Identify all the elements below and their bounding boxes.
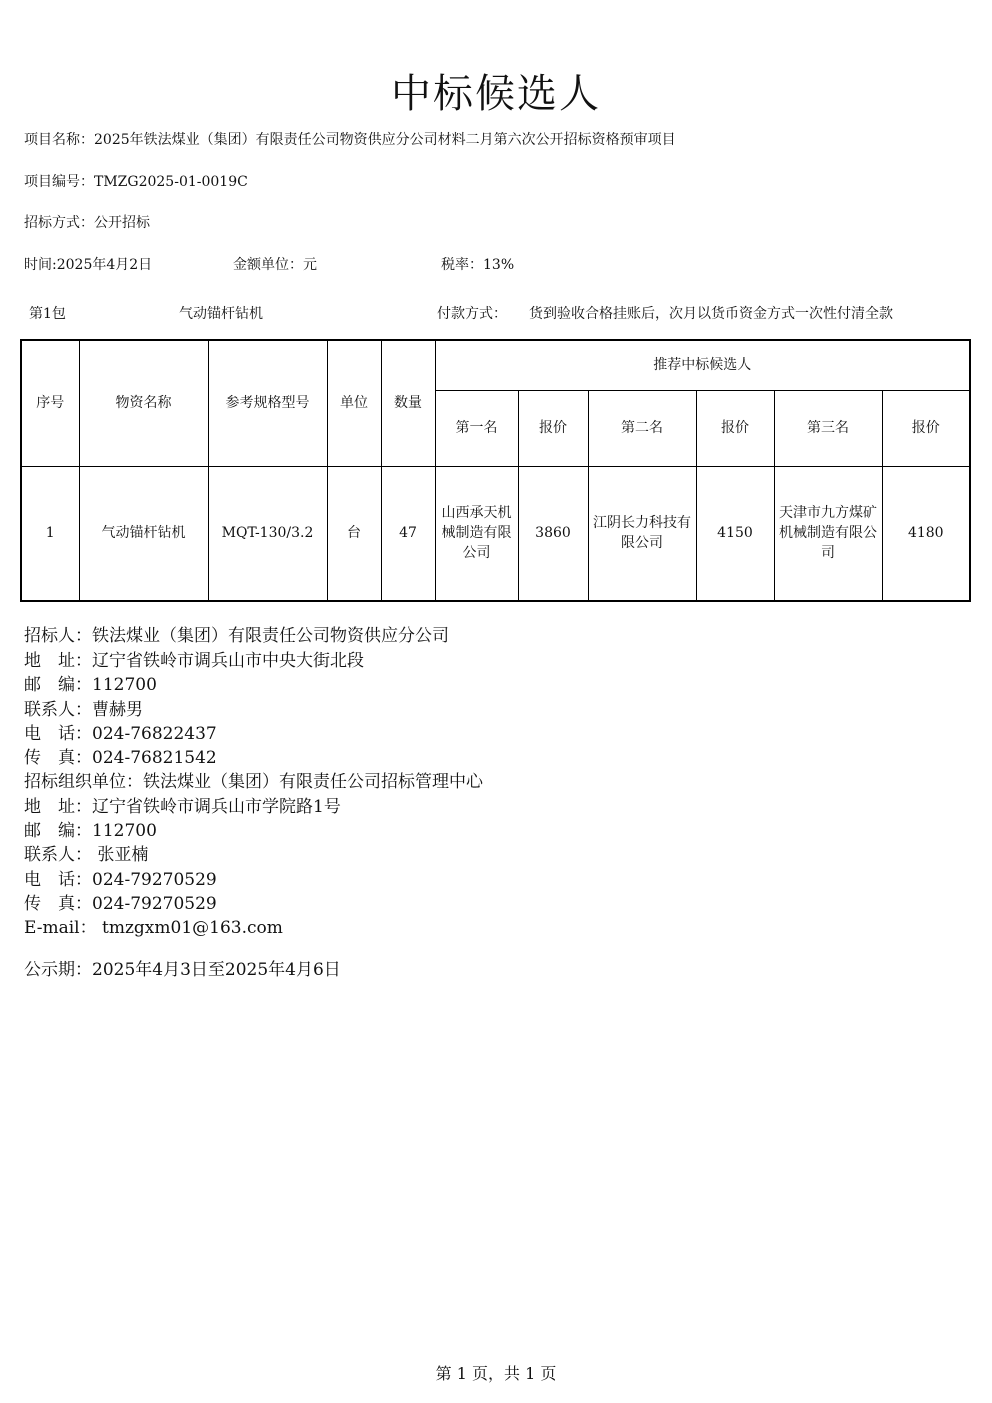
project-code: 项目编号：TMZG2025-01-0019C bbox=[24, 174, 248, 190]
tenderer-fax: 传 真：024-76821542 bbox=[24, 748, 217, 768]
page-title: 中标候选人 bbox=[391, 71, 601, 117]
header-first: 第一名 bbox=[435, 390, 518, 466]
tenderer-name: 招标人：铁法煤业（集团）有限责任公司物资供应分公司 bbox=[24, 626, 449, 646]
header-third: 第三名 bbox=[774, 390, 882, 466]
cell-unit: 台 bbox=[327, 466, 381, 601]
agency-phone: 电 话：024-79270529 bbox=[24, 870, 217, 890]
tax-rate: 税率：13% bbox=[441, 257, 515, 273]
table-row bbox=[21, 466, 970, 601]
header-item: 物资名称 bbox=[79, 340, 208, 466]
cell-qty: 47 bbox=[381, 466, 435, 601]
tenderer-phone: 电 话：024-76822437 bbox=[24, 724, 217, 744]
tender-method: 招标方式：公开招标 bbox=[24, 215, 150, 231]
candidate-table bbox=[20, 339, 971, 602]
payment-label: 付款方式： bbox=[437, 306, 507, 322]
amount-unit: 金额单位：元 bbox=[233, 257, 317, 273]
cell-price3: 4180 bbox=[882, 466, 970, 601]
cell-spec: MQT-130/3.2 bbox=[208, 466, 327, 601]
header-price1: 报价 bbox=[518, 390, 588, 466]
agency-postcode: 邮 编：112700 bbox=[24, 821, 157, 841]
header-unit: 单位 bbox=[327, 340, 381, 466]
header-price3: 报价 bbox=[882, 390, 970, 466]
header-price2: 报价 bbox=[696, 390, 774, 466]
agency-name: 招标组织单位：铁法煤业（集团）有限责任公司招标管理中心 bbox=[24, 772, 483, 792]
agency-email: E-mail： tmzgxm01@163.com bbox=[24, 918, 283, 938]
header-second: 第二名 bbox=[588, 390, 696, 466]
cell-second: 江阴长力科技有限公司 bbox=[588, 466, 696, 601]
cell-seq: 1 bbox=[21, 466, 79, 601]
header-row-1 bbox=[21, 340, 970, 390]
agency-address: 地 址：辽宁省铁岭市调兵山市学院路1号 bbox=[24, 797, 341, 817]
publicity-period: 公示期：2025年4月3日至2025年4月6日 bbox=[24, 960, 341, 980]
package-name: 气动锚杆钻机 bbox=[179, 306, 263, 322]
tenderer-postcode: 邮 编：112700 bbox=[24, 675, 157, 695]
cell-first: 山西承天机械制造有限公司 bbox=[435, 466, 518, 601]
payment-terms: 货到验收合格挂账后，次月以货币资金方式一次性付清全款 bbox=[529, 306, 893, 322]
tenderer-address: 地 址：辽宁省铁岭市调兵山市中央大街北段 bbox=[24, 651, 364, 671]
cell-price1: 3860 bbox=[518, 466, 588, 601]
cell-third: 天津市九方煤矿机械制造有限公司 bbox=[774, 466, 882, 601]
package-number: 第1包 bbox=[29, 306, 66, 322]
cell-item: 气动锚杆钻机 bbox=[79, 466, 208, 601]
cell-price2: 4150 bbox=[696, 466, 774, 601]
publish-date: 时间:2025年4月2日 bbox=[24, 257, 153, 273]
header-spec: 参考规格型号 bbox=[208, 340, 327, 466]
agency-fax: 传 真：024-79270529 bbox=[24, 894, 217, 914]
header-qty: 数量 bbox=[381, 340, 435, 466]
project-name: 项目名称：2025年铁法煤业（集团）有限责任公司物资供应分公司材料二月第六次公开招标资格预审项目 bbox=[24, 132, 676, 148]
tenderer-contact: 联系人：曹赫男 bbox=[24, 700, 143, 720]
page-footer: 第 1 页，共 1 页 bbox=[435, 1364, 557, 1383]
header-seq: 序号 bbox=[21, 340, 79, 466]
agency-contact: 联系人： 张亚楠 bbox=[24, 845, 149, 865]
header-recommend: 推荐中标候选人 bbox=[435, 340, 970, 390]
